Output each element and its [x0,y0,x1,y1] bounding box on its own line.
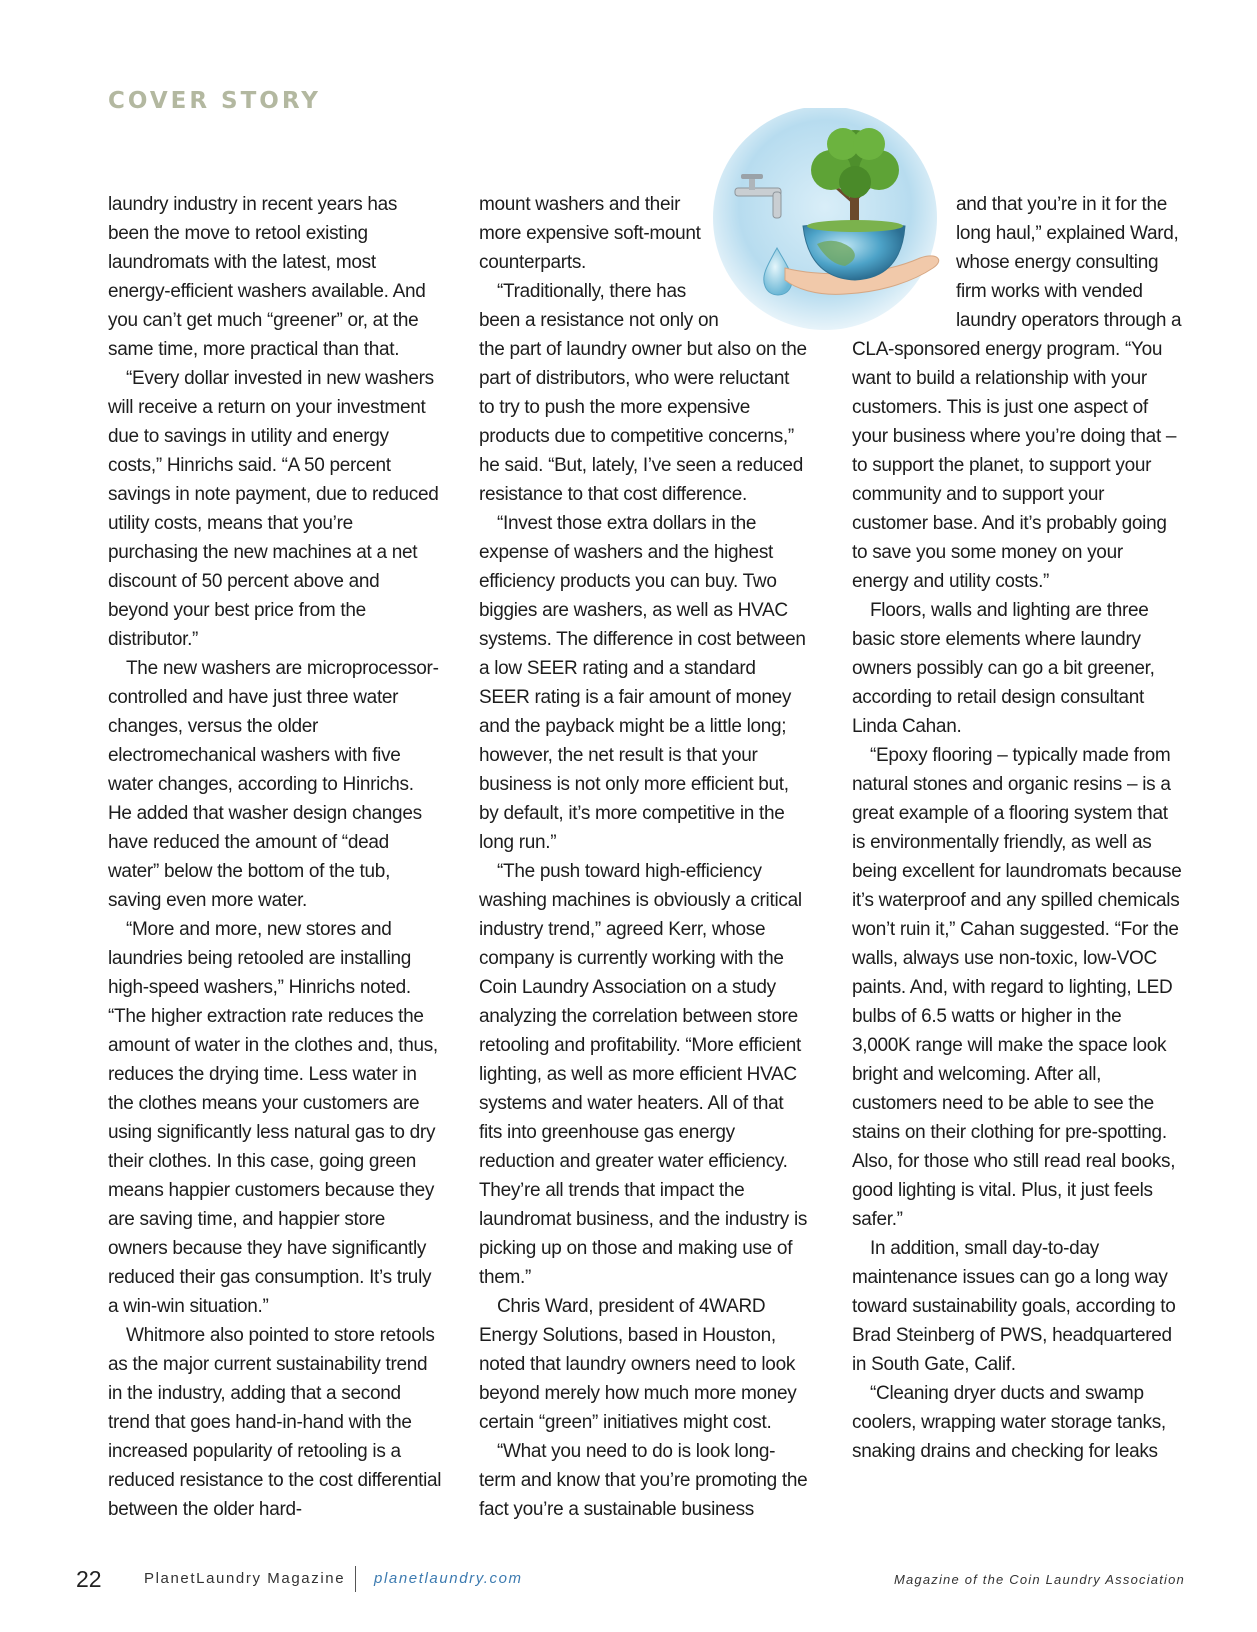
paragraph: mount washers and their more expensive soft-mount counterparts. [479,194,701,273]
paragraph: “Invest those extra dollars in the expense of washers and the highest efficiency products you can buy. Two biggies are washers, as well as HVAC systems. The difference in cost between a low SEER rating and a standard SEER rating is a fair amount of money and the payback might be a little long; however, the net result is that your business is not only more efficient but, by default, it’s more competitive in the long run.” [479,513,806,853]
paragraph: “What you need to do is look long-term and know that you’re promoting the fact you’re a sustainable business [479,1441,808,1520]
paragraph: “More and more, new stores and laundries being retooled are installing high-speed washers,” Hinrichs noted. “The higher extraction rate reduces the amount of water in the clothes and, thus, reduces the drying time. Less water in the clothes means your customers are using significantly less natural gas to dry their clothes. In this case, going green means happier customers because they are saving time, and happier store owners because they have significantly reduced their gas consumption. It’s truly a win-win situation.” [108,919,438,1317]
website-link[interactable]: planetlaundry.com [374,1570,523,1587]
paragraph: and that you’re in it for the long haul,” explained Ward, whose energy consulting firm works with vended laundry operators through a CLA-sponsored energy program. “You want to build a relationship with your customers. This is just one aspect of your business where you’re doing that – to support the planet, to support your community and to support your customer base. And it’s probably going to save you some money on your energy and utility costs.” [852,194,1182,592]
image-wrap-space [852,190,956,330]
paragraph: The new washers are microprocessor- controlled and have just three water changes, versus the older electromechanical washers with five water changes, according to Hinrichs. He added that washer design changes have reduced the amount of “dead water” below the bottom of the tub, saving even more water. [108,658,439,911]
paragraph: “The push toward high-efficiency washing machines is obviously a critical industry trend,” agreed Kerr, whose company is currently working with the Coin Laundry Association on a study analyzing the correlation between store retooling and profitability. “More efficient lighting, as well as more efficient HVAC systems and water heaters. All of that fits into greenhouse gas energy reduction and greater water efficiency. They’re all trends that impact the laundromat business, and the industry is picking up on those and making use of them.” [479,861,808,1288]
footer-divider [355,1566,356,1592]
article-column-3 [852,190,1182,1466]
page-footer [0,1566,1257,1596]
footer-tagline: Magazine of the Coin Laundry Association [893,1572,1185,1587]
section-tag: COVER STORY [108,88,321,114]
paragraph: Floors, walls and lighting are three basic store elements where laundry owners possibly can go a bit greener, according to retail design consultant Linda Cahan. [852,600,1155,737]
paragraph: Chris Ward, president of 4WARD Energy Solutions, based in Houston, noted that laundry owners need to look beyond merely how much more money certain “green” initiatives might cost. [479,1296,797,1433]
paragraph: In addition, small day-to-day maintenance issues can go a long way toward sustainability goals, according to Brad Steinberg of PWS, headquartered in South Gate, Calif. [852,1238,1176,1375]
paragraph: “Every dollar invested in new washers will receive a return on your investment due to savings in utility and energy costs,” Hinrichs said. “A 50 percent savings in note payment, due to reduced utility costs, means that you’re purchasing the new machines at a net discount of 50 percent above and beyond your best price from the distributor.” [108,368,439,650]
article-column-2 [479,190,809,1524]
paragraph: laundry industry in recent years has been the move to retool existing laundromats with the latest, most energy-efficient washers available. And you can’t get much “greener” or, at the same time, more practical than that. [108,194,426,360]
page-number: 22 [76,1566,102,1592]
magazine-name: PlanetLaundry Magazine [144,1570,346,1587]
paragraph: “Epoxy flooring – typically made from natural stones and organic resins – is a great example of a flooring system that is environmentally friendly, as well as being excellent for laundromats because it’s waterproof and any spilled chemicals won’t ruin it,” Cahan suggested. “For the walls, always use non-toxic, low-VOC paints. And, with regard to lighting, LED bulbs of 6.5 watts or higher in the 3,000K range will make the space look bright and welcoming. After all, customers need to be able to see the stains on their clothing for pre-spotting. Also, for those who still read real books, good lighting is vital. Plus, it just feels safer.” [852,745,1182,1230]
paragraph: “Cleaning dryer ducts and swamp coolers, wrapping water storage tanks, snaking drains and checking for leaks [852,1383,1166,1462]
article-column-1 [108,190,442,1524]
paragraph: “Traditionally, there has been a resistance not only on the part of laundry owner but also on the part of distributors, who were reluctant to try to push the more expensive products due to competitive concerns,” he said. “But, lately, I’ve seen a reduced resistance to that cost difference. [479,281,807,505]
paragraph: Whitmore also pointed to store retools as the major current sustainability trend in the industry, adding that a second trend that goes hand-in-hand with the increased popularity of retooling is a reduced resistance to the cost differential between the older hard- [108,1325,442,1520]
